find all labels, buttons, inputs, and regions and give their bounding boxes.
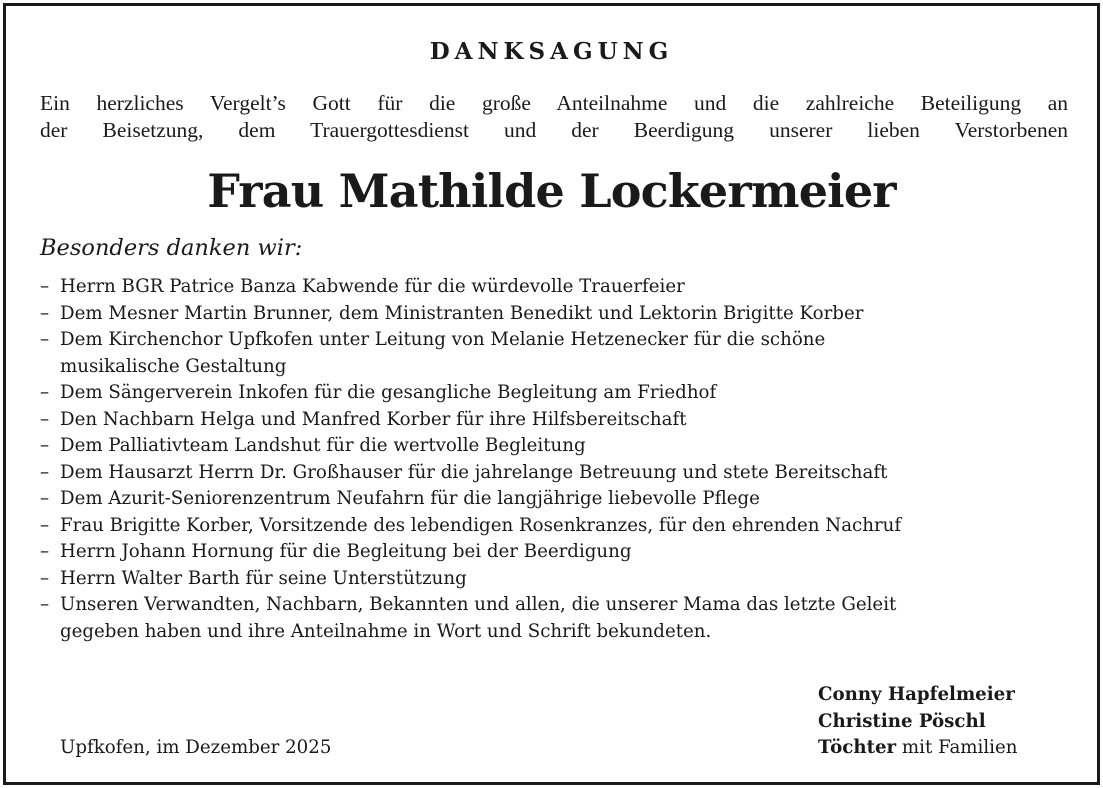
- thanks-text: Dem Azurit-Seniorenzentrum Neufahrn für die langjährige liebevolle Pflege: [60, 488, 760, 509]
- thanks-item: [40, 592, 1072, 619]
- thanks-text: Dem Mesner Martin Brunner, dem Ministranten Benedikt und Lektorin Brigitte Korber: [60, 302, 864, 324]
- thanks-item: [40, 433, 1072, 460]
- thanks-list: [40, 274, 1072, 645]
- thanks-text: Dem Kirchenchor Upfkofen unter Leitung von Melanie Hetzenecker für die schöne: [60, 329, 826, 350]
- dash-bullet: –: [40, 329, 50, 350]
- dash-bullet: –: [40, 382, 50, 403]
- thanks-item: [40, 513, 1072, 540]
- thanks-item: [40, 407, 1072, 434]
- signers: [818, 682, 1017, 762]
- thanks-text: Frau Brigitte Korber, Vorsitzende des lebendigen Rosenkranzes, für den ehrenden Nachruf: [60, 514, 902, 536]
- dash-bullet: –: [40, 514, 50, 536]
- signer-name: Christine Pöschl: [818, 710, 986, 732]
- signer-relation-label: Töchter: [818, 737, 897, 758]
- heading: DANKSAGUNG: [429, 38, 674, 65]
- dash-bullet: –: [40, 435, 50, 456]
- death-notice: [3, 3, 1100, 785]
- dash-bullet: –: [40, 541, 50, 562]
- thanks-item: [40, 486, 1072, 513]
- dash-bullet: –: [40, 302, 50, 324]
- thanks-item: [40, 539, 1072, 566]
- place-date: Upfkofen, im Dezember 2025: [60, 737, 332, 758]
- thanks-text: Dem Palliativteam Landshut für die wertvolle Begleitung: [60, 435, 586, 456]
- thanks-item: [40, 274, 1072, 301]
- dash-bullet: –: [40, 276, 50, 297]
- thanks-item: [40, 301, 1072, 328]
- thanks-item: [40, 460, 1072, 487]
- thanks-text: Den Nachbarn Helga und Manfred Korber für ihre Hilfsbereitschaft: [60, 408, 687, 430]
- signer-relation-suffix: mit Familien: [896, 737, 1018, 758]
- thanks-text: gegeben haben und ihre Anteilnahme in Wort und Schrift bekundeten.: [60, 620, 712, 642]
- intro-text: [40, 90, 1068, 144]
- dash-bullet: –: [40, 567, 50, 589]
- thanks-text: musikalische Gestaltung: [60, 355, 287, 377]
- thanks-item-continuation: [40, 354, 1072, 381]
- thanks-text: Dem Sängerverein Inkofen für die gesangliche Begleitung am Friedhof: [60, 382, 717, 403]
- thanks-text: Herrn BGR Patrice Banza Kabwende für die würdevolle Trauerfeier: [60, 276, 685, 297]
- thanks-text: Dem Hausarzt Herrn Dr. Großhauser für die jahrelange Betreuung und stete Bereitschaft: [60, 461, 888, 483]
- dash-bullet: –: [40, 488, 50, 509]
- deceased-name: Frau Mathilde Lockermeier: [207, 164, 896, 218]
- dash-bullet: –: [40, 408, 50, 430]
- thanks-text: Herrn Walter Barth für seine Unterstützung: [60, 567, 467, 589]
- intro-line: Ein herzliches Vergelt’s Gott für die große Anteilnahme und die zahlreiche Beteiligung an: [40, 91, 1068, 115]
- thanks-text: Herrn Johann Hornung für die Begleitung bei der Beerdigung: [60, 541, 632, 562]
- dash-bullet: –: [40, 594, 50, 615]
- thanks-item-continuation: [40, 619, 1072, 646]
- dash-bullet: –: [40, 461, 50, 483]
- thanks-title: Besonders danken wir:: [40, 235, 303, 261]
- thanks-text: Unseren Verwandten, Nachbarn, Bekannten und allen, die unserer Mama das letzte Geleit: [60, 594, 897, 615]
- thanks-item: [40, 327, 1072, 354]
- intro-line: der Beisetzung, dem Trauergottesdienst und der Beerdigung unserer lieben Verstorbenen: [40, 118, 1068, 142]
- thanks-item: [40, 566, 1072, 593]
- signer-relation: [818, 735, 1017, 762]
- thanks-item: [40, 380, 1072, 407]
- signer-name: Conny Hapfelmeier: [818, 684, 1015, 705]
